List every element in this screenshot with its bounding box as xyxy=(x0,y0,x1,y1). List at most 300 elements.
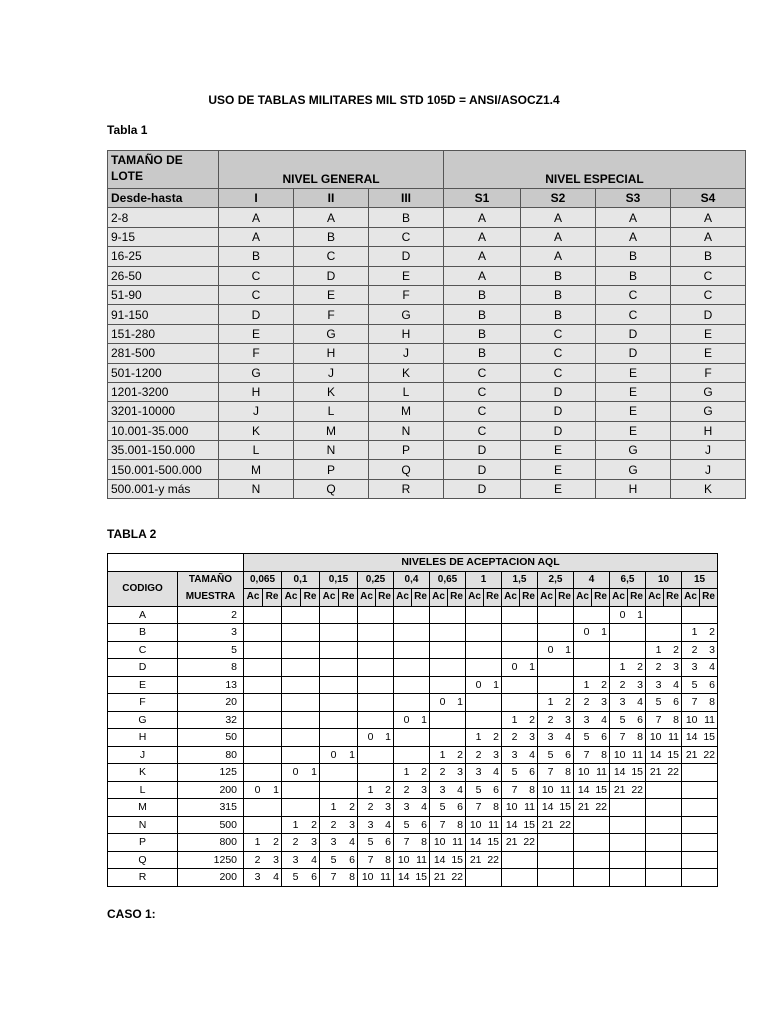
ac-cell xyxy=(244,624,263,642)
re-cell xyxy=(484,606,502,624)
re-cell xyxy=(412,606,430,624)
re-cell: 11 xyxy=(628,746,646,764)
code-cell: A xyxy=(444,208,521,227)
code-cell: G xyxy=(108,711,178,729)
re-cell xyxy=(339,624,358,642)
code-cell: K xyxy=(294,382,369,401)
re-cell: 6 xyxy=(520,764,538,782)
re-cell xyxy=(412,729,430,747)
table-row xyxy=(108,402,746,421)
ac-cell xyxy=(394,729,412,747)
code-cell: H xyxy=(219,382,294,401)
code-cell: M xyxy=(369,402,444,421)
ac-cell xyxy=(244,764,263,782)
re-cell xyxy=(263,816,282,834)
ac-cell: 5 xyxy=(430,799,448,817)
re-cell xyxy=(520,624,538,642)
ac-cell xyxy=(430,624,448,642)
code-cell: K xyxy=(219,421,294,440)
re-cell: 2 xyxy=(592,676,610,694)
code-cell: D xyxy=(521,421,596,440)
re-cell xyxy=(664,799,682,817)
re-cell xyxy=(301,746,320,764)
ac-cell xyxy=(610,799,628,817)
ac-cell xyxy=(574,606,592,624)
re-cell xyxy=(263,624,282,642)
ac-cell xyxy=(430,641,448,659)
table-row xyxy=(108,869,718,887)
ac-cell xyxy=(646,799,664,817)
lot-range-cell: 26-50 xyxy=(108,266,219,285)
re-cell: 8 xyxy=(664,711,682,729)
re-cell xyxy=(628,869,646,887)
re-cell xyxy=(592,869,610,887)
ac-cell: 3 xyxy=(244,869,263,887)
code-cell: B xyxy=(596,247,671,266)
ac-cell xyxy=(646,624,664,642)
ac-cell xyxy=(502,694,520,712)
ac-cell: 21 xyxy=(430,869,448,887)
ac-cell xyxy=(466,624,484,642)
table-row xyxy=(108,781,718,799)
re-cell: 11 xyxy=(664,729,682,747)
re-cell xyxy=(412,641,430,659)
ac-cell: 3 xyxy=(358,816,376,834)
ac-cell xyxy=(394,659,412,677)
ac-cell: 10 xyxy=(682,711,700,729)
ac-cell xyxy=(282,624,301,642)
code-cell: H xyxy=(369,324,444,343)
re-cell: 15 xyxy=(412,869,430,887)
sample-size-cell: 8 xyxy=(178,659,244,677)
ac-cell xyxy=(320,764,339,782)
ac-cell xyxy=(682,816,700,834)
re-cell xyxy=(664,606,682,624)
re-cell xyxy=(412,694,430,712)
ac-cell: 7 xyxy=(502,781,520,799)
re-cell xyxy=(339,764,358,782)
code-cell: G xyxy=(369,305,444,324)
ac-cell: 0 xyxy=(244,781,263,799)
ac-cell: 2 xyxy=(610,676,628,694)
re-cell: 3 xyxy=(592,694,610,712)
ac-cell xyxy=(430,606,448,624)
sample-size-cell: 32 xyxy=(178,711,244,729)
ac-cell xyxy=(320,781,339,799)
re-cell: 6 xyxy=(556,746,574,764)
ac-cell xyxy=(244,711,263,729)
ac-cell: 1 xyxy=(244,834,263,852)
table-row xyxy=(108,624,718,642)
ac-cell: 0 xyxy=(574,624,592,642)
ac-cell: 1 xyxy=(574,676,592,694)
re-cell xyxy=(556,834,574,852)
lot-range-cell: 281-500 xyxy=(108,344,219,363)
sample-size-cell: 20 xyxy=(178,694,244,712)
ac-cell xyxy=(682,834,700,852)
nivel-general-header: NIVEL GENERAL xyxy=(219,151,444,189)
re-header: Re xyxy=(484,589,502,607)
re-cell: 6 xyxy=(592,729,610,747)
ac-cell xyxy=(610,641,628,659)
re-cell xyxy=(448,659,466,677)
re-cell: 1 xyxy=(263,781,282,799)
code-cell: B xyxy=(369,208,444,227)
ac-cell xyxy=(466,694,484,712)
ac-cell: 10 xyxy=(538,781,556,799)
table-row xyxy=(108,746,718,764)
re-cell: 3 xyxy=(628,676,646,694)
re-cell: 4 xyxy=(301,851,320,869)
code-cell: F xyxy=(369,285,444,304)
re-cell: 15 xyxy=(664,746,682,764)
ac-cell: 3 xyxy=(682,659,700,677)
ac-cell: 0 xyxy=(394,711,412,729)
ac-cell: 14 xyxy=(394,869,412,887)
range-header: Desde-hasta xyxy=(108,189,219,208)
re-cell: 3 xyxy=(664,659,682,677)
ac-cell xyxy=(610,851,628,869)
aql-level-header: 4 xyxy=(574,571,610,589)
sample-size-cell: 2 xyxy=(178,606,244,624)
ac-cell xyxy=(282,799,301,817)
code-cell: G xyxy=(671,402,746,421)
re-cell xyxy=(339,694,358,712)
sample-size-cell: 13 xyxy=(178,676,244,694)
ac-cell: 3 xyxy=(320,834,339,852)
ac-cell: 14 xyxy=(574,781,592,799)
table-row xyxy=(108,441,746,460)
re-cell: 2 xyxy=(263,834,282,852)
ac-cell: 10 xyxy=(574,764,592,782)
ac-cell xyxy=(538,624,556,642)
ac-cell xyxy=(320,641,339,659)
re-cell xyxy=(301,694,320,712)
ac-cell: 7 xyxy=(610,729,628,747)
code-cell: F xyxy=(108,694,178,712)
re-cell xyxy=(520,676,538,694)
table-row xyxy=(108,266,746,285)
ac-cell: 10 xyxy=(394,851,412,869)
code-cell: E xyxy=(596,421,671,440)
re-header: Re xyxy=(520,589,538,607)
re-cell: 3 xyxy=(556,711,574,729)
ac-cell xyxy=(682,764,700,782)
ac-cell xyxy=(320,694,339,712)
table-row xyxy=(108,305,746,324)
ac-cell xyxy=(282,694,301,712)
re-cell: 1 xyxy=(301,764,320,782)
re-cell: 4 xyxy=(628,694,646,712)
re-header: Re xyxy=(628,589,646,607)
ac-cell xyxy=(682,851,700,869)
re-cell: 4 xyxy=(412,799,430,817)
re-cell: 1 xyxy=(412,711,430,729)
lot-range-cell: 500.001-y más xyxy=(108,479,219,498)
ac-cell xyxy=(394,606,412,624)
code-cell: B xyxy=(521,305,596,324)
ac-cell xyxy=(682,781,700,799)
re-cell xyxy=(556,624,574,642)
ac-cell xyxy=(646,851,664,869)
code-cell: H xyxy=(671,421,746,440)
ac-cell xyxy=(282,641,301,659)
code-cell: A xyxy=(671,208,746,227)
re-cell: 11 xyxy=(376,869,394,887)
ac-cell xyxy=(320,606,339,624)
code-cell: K xyxy=(108,764,178,782)
ac-cell xyxy=(358,659,376,677)
tabla2-label: TABLA 2 xyxy=(107,527,157,541)
ac-header: Ac xyxy=(358,589,376,607)
re-cell xyxy=(664,851,682,869)
ac-cell xyxy=(538,659,556,677)
lot-range-cell: 150.001-500.000 xyxy=(108,460,219,479)
re-cell xyxy=(484,641,502,659)
lot-range-cell: 51-90 xyxy=(108,285,219,304)
ac-cell xyxy=(244,694,263,712)
ac-cell: 5 xyxy=(502,764,520,782)
ac-cell: 2 xyxy=(646,659,664,677)
ac-cell: 21 xyxy=(682,746,700,764)
re-cell xyxy=(339,676,358,694)
code-cell: G xyxy=(219,363,294,382)
ac-cell: 3 xyxy=(502,746,520,764)
code-cell: E xyxy=(521,460,596,479)
re-cell: 8 xyxy=(448,816,466,834)
re-cell xyxy=(339,641,358,659)
lot-range-cell: 91-150 xyxy=(108,305,219,324)
ac-cell xyxy=(320,624,339,642)
re-cell xyxy=(556,869,574,887)
code-cell: Q xyxy=(369,460,444,479)
ac-cell: 5 xyxy=(358,834,376,852)
page-title: USO DE TABLAS MILITARES MIL STD 105D = ANSI/ASOCZ1.4 xyxy=(208,93,560,107)
re-cell xyxy=(484,694,502,712)
ac-cell xyxy=(610,624,628,642)
ac-cell xyxy=(538,869,556,887)
ac-cell xyxy=(320,729,339,747)
re-cell: 6 xyxy=(339,851,358,869)
ac-cell xyxy=(502,676,520,694)
re-header: Re xyxy=(301,589,320,607)
re-cell xyxy=(592,834,610,852)
code-cell: C xyxy=(444,363,521,382)
table-row xyxy=(108,460,746,479)
ac-cell xyxy=(244,799,263,817)
ac-header: Ac xyxy=(320,589,339,607)
re-cell xyxy=(484,624,502,642)
ac-cell xyxy=(502,851,520,869)
ac-cell xyxy=(574,834,592,852)
re-cell xyxy=(412,659,430,677)
ac-cell xyxy=(502,624,520,642)
ac-cell xyxy=(538,851,556,869)
re-cell xyxy=(263,711,282,729)
code-cell: D xyxy=(219,305,294,324)
ac-cell: 7 xyxy=(358,851,376,869)
code-cell: B xyxy=(521,285,596,304)
re-header: Re xyxy=(592,589,610,607)
re-cell xyxy=(263,694,282,712)
ac-cell: 2 xyxy=(244,851,263,869)
re-cell: 22 xyxy=(628,781,646,799)
re-cell: 8 xyxy=(556,764,574,782)
re-cell xyxy=(263,676,282,694)
aql-level-header: 0,15 xyxy=(320,571,358,589)
code-cell: A xyxy=(444,247,521,266)
re-cell: 3 xyxy=(263,851,282,869)
ac-cell xyxy=(538,834,556,852)
code-cell: B xyxy=(108,624,178,642)
ac-cell xyxy=(466,659,484,677)
aql-level-header: 15 xyxy=(682,571,718,589)
sample-size-cell: 80 xyxy=(178,746,244,764)
code-cell: C xyxy=(521,324,596,343)
re-cell: 2 xyxy=(339,799,358,817)
code-cell: J xyxy=(671,460,746,479)
ac-cell: 7 xyxy=(682,694,700,712)
aql-level-header: 0,1 xyxy=(282,571,320,589)
code-cell: A xyxy=(294,208,369,227)
code-cell: D xyxy=(521,382,596,401)
re-cell xyxy=(376,624,394,642)
re-cell: 11 xyxy=(484,816,502,834)
re-cell: 2 xyxy=(448,746,466,764)
muestra-header: MUESTRA xyxy=(178,589,244,607)
sample-size-cell: 5 xyxy=(178,641,244,659)
ac-cell: 5 xyxy=(282,869,301,887)
re-cell xyxy=(700,834,718,852)
re-cell: 2 xyxy=(700,624,718,642)
ac-header: Ac xyxy=(244,589,263,607)
re-header: Re xyxy=(700,589,718,607)
ac-cell: 5 xyxy=(538,746,556,764)
tabla2 xyxy=(107,553,718,887)
ac-cell: 14 xyxy=(538,799,556,817)
code-cell: L xyxy=(294,402,369,421)
ac-cell: 2 xyxy=(574,694,592,712)
re-cell xyxy=(301,606,320,624)
table-row xyxy=(108,729,718,747)
re-cell: 8 xyxy=(700,694,718,712)
re-cell xyxy=(520,694,538,712)
re-cell: 4 xyxy=(592,711,610,729)
re-cell: 15 xyxy=(628,764,646,782)
ac-cell: 3 xyxy=(574,711,592,729)
lote-header: TAMAÑO DE LOTE xyxy=(108,151,219,189)
table-row xyxy=(108,227,746,246)
re-cell xyxy=(664,834,682,852)
ac-cell: 1 xyxy=(394,764,412,782)
tabla1 xyxy=(107,150,746,499)
table-row xyxy=(108,711,718,729)
code-cell: J xyxy=(219,402,294,421)
code-cell: A xyxy=(671,227,746,246)
ac-cell: 10 xyxy=(466,816,484,834)
code-cell: N xyxy=(294,441,369,460)
aql-group-header: NIVELES DE ACEPTACION AQL xyxy=(244,554,718,572)
table-row xyxy=(108,382,746,401)
re-cell xyxy=(263,764,282,782)
table-row xyxy=(108,799,718,817)
code-cell: D xyxy=(596,324,671,343)
code-cell: F xyxy=(294,305,369,324)
re-cell: 2 xyxy=(376,781,394,799)
re-cell xyxy=(628,834,646,852)
re-cell: 11 xyxy=(412,851,430,869)
re-cell: 2 xyxy=(556,694,574,712)
re-cell xyxy=(484,869,502,887)
ac-cell: 21 xyxy=(574,799,592,817)
code-cell: P xyxy=(294,460,369,479)
ac-cell: 1 xyxy=(610,659,628,677)
re-cell xyxy=(592,659,610,677)
code-cell: N xyxy=(219,479,294,498)
ac-cell: 5 xyxy=(320,851,339,869)
ac-cell: 21 xyxy=(610,781,628,799)
code-cell: D xyxy=(596,344,671,363)
ac-header: Ac xyxy=(502,589,520,607)
ac-cell xyxy=(646,781,664,799)
table-row xyxy=(108,421,746,440)
table-row xyxy=(108,324,746,343)
re-header: Re xyxy=(664,589,682,607)
re-cell xyxy=(301,711,320,729)
re-cell: 15 xyxy=(520,816,538,834)
ac-cell xyxy=(682,606,700,624)
code-cell: J xyxy=(671,441,746,460)
lot-range-cell: 35.001-150.000 xyxy=(108,441,219,460)
re-cell xyxy=(448,676,466,694)
code-cell: C xyxy=(596,285,671,304)
aql-level-header: 0,065 xyxy=(244,571,282,589)
ac-cell: 3 xyxy=(466,764,484,782)
lot-range-cell: 1201-3200 xyxy=(108,382,219,401)
re-cell: 11 xyxy=(520,799,538,817)
code-cell: B xyxy=(444,324,521,343)
ac-cell: 0 xyxy=(610,606,628,624)
table-row xyxy=(108,479,746,498)
re-cell xyxy=(263,729,282,747)
ac-cell xyxy=(430,729,448,747)
code-cell: N xyxy=(108,816,178,834)
code-cell: E xyxy=(521,479,596,498)
code-cell: E xyxy=(219,324,294,343)
ac-cell: 3 xyxy=(394,799,412,817)
re-cell xyxy=(592,641,610,659)
re-cell xyxy=(412,624,430,642)
code-cell: B xyxy=(521,266,596,285)
re-cell: 3 xyxy=(301,834,320,852)
ac-cell xyxy=(394,746,412,764)
code-cell: C xyxy=(521,344,596,363)
ac-cell xyxy=(682,869,700,887)
re-cell xyxy=(664,781,682,799)
ac-cell: 5 xyxy=(646,694,664,712)
ac-cell xyxy=(430,711,448,729)
ac-cell xyxy=(358,606,376,624)
code-cell: C xyxy=(671,266,746,285)
ac-cell: 1 xyxy=(502,711,520,729)
re-cell xyxy=(448,606,466,624)
ac-cell: 7 xyxy=(394,834,412,852)
re-cell: 4 xyxy=(520,746,538,764)
re-cell: 1 xyxy=(556,641,574,659)
re-cell: 11 xyxy=(556,781,574,799)
ac-cell xyxy=(244,659,263,677)
ac-cell: 5 xyxy=(682,676,700,694)
